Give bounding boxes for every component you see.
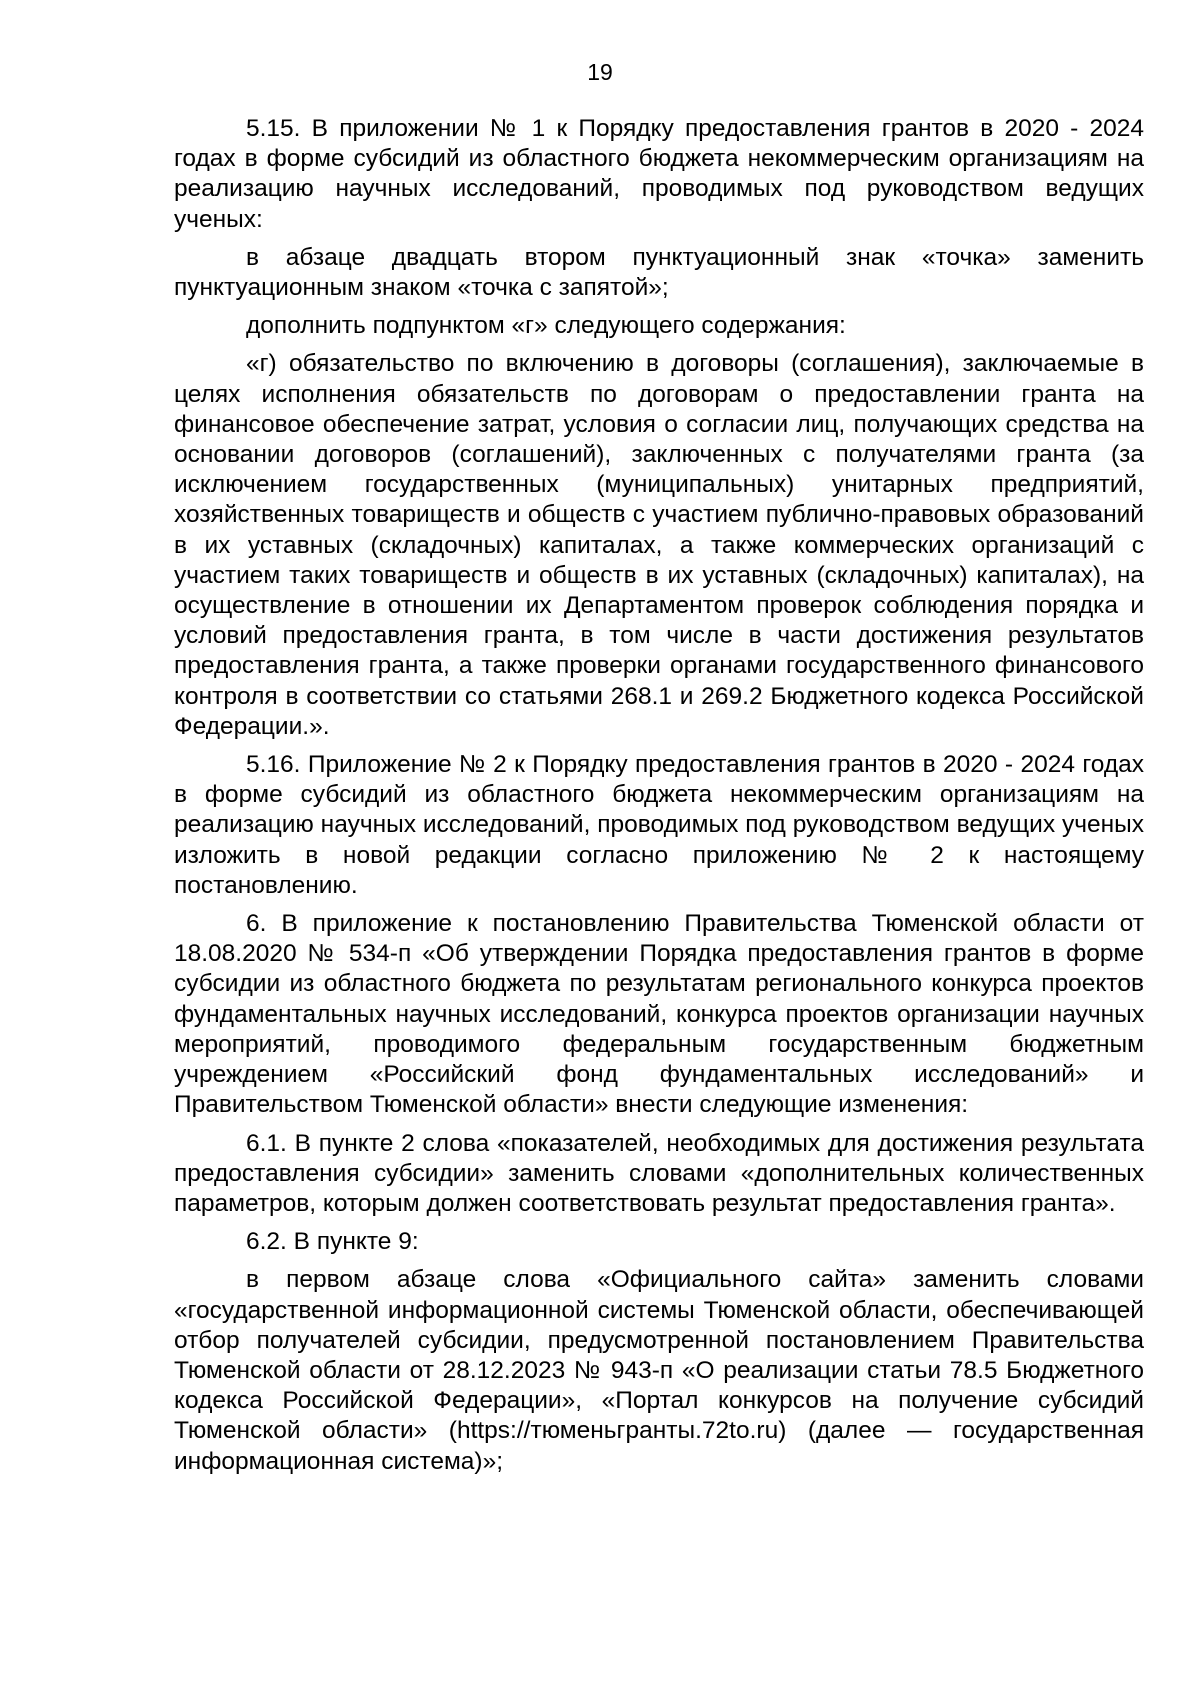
paragraph-6-2: 6.2. В пункте 9:: [246, 1228, 419, 1256]
paragraph-first-abzac: в первом абзаце слова «Официального сайта» заменить словами «государственной информационной системы Тюменской области, обеспечивающей отбор получателей субсидии, предусмотренной постановлением Правительства Тюменской области от 28.12.2023 № 943-п «О реализации статьи 78.5 Бюджетного кодекса Российской Федерации», «Портал конкурсов на получение субсидий Тюменской области» (https://тюменьгранты.72to.ru) (далее — государственная информационная система)»;: [174, 1266, 1144, 1475]
paragraph-subitem-g: «г) обязательство по включению в договоры (соглашения), заключаемые в целях исполнения обязательств по договорам о предоставлении гранта на финансовое обеспечение затрат, условия о согласии лиц, получающих средства на основании договоров (соглашений), заключенных с получателями гранта (за исключением государственных (муниципальных) унитарных предприятий, хозяйственных товариществ и обществ с участием публично-правовых образований в их уставных (складочных) капиталах, а также коммерческих организаций с участием таких товариществ и обществ в их уставных (складочных) капиталах), на осуществление в отношении их Департаментом проверок соблюдения порядка и условий предоставления гранта, в том числе в части достижения результатов предоставления гранта, а также проверки органами государственного финансового контроля в соответствии со статьями 268.1 и 269.2 Бюджетного кодекса Российской Федерации.».: [174, 350, 1144, 740]
paragraph-5-15: 5.15. В приложении № 1 к Порядку предоставления грантов в 2020 - 2024 годах в форме субсидий из областного бюджета некоммерческим организациям на реализацию научных исследований, проводимых под руководством ведущих ученых:: [174, 115, 1144, 233]
document-body: [174, 114, 1144, 1485]
page-number: 19: [587, 59, 613, 85]
paragraph-abzac-22: в абзаце двадцать втором пунктуационный знак «точка» заменить пунктуационным знаком «точка с запятой»;: [174, 243, 1144, 302]
paragraph-6-1: 6.1. В пункте 2 слова «показателей, необходимых для достижения результата предоставления субсидии» заменить словами «дополнительных количественных параметров, которым должен соответствовать результат предоставления гранта».: [174, 1129, 1144, 1217]
paragraph-6: 6. В приложение к постановлению Правительства Тюменской области от 18.08.2020 № 534-п «Об утверждении Порядка предоставления грантов в форме субсидии из областного бюджета по результатам регионального конкурса проектов фундаментальных научных исследований, конкурса проектов организации научных мероприятий, проводимого федеральным государственным бюджетным учреждением «Российский фонд фундаментальных исследований» и Правительством Тюменской области» внести следующие изменения:: [174, 910, 1144, 1119]
paragraph-5-16: 5.16. Приложение № 2 к Порядку предоставления грантов в 2020 - 2024 годах в форме субсидий из областного бюджета некоммерческим организациям на реализацию научных исследований, проводимых под руководством ведущих ученых изложить в новой редакции согласно приложению № 2 к настоящему постановлению.: [174, 751, 1144, 899]
paragraph-dopolnit: дополнить подпунктом «г» следующего содержания:: [246, 312, 846, 340]
